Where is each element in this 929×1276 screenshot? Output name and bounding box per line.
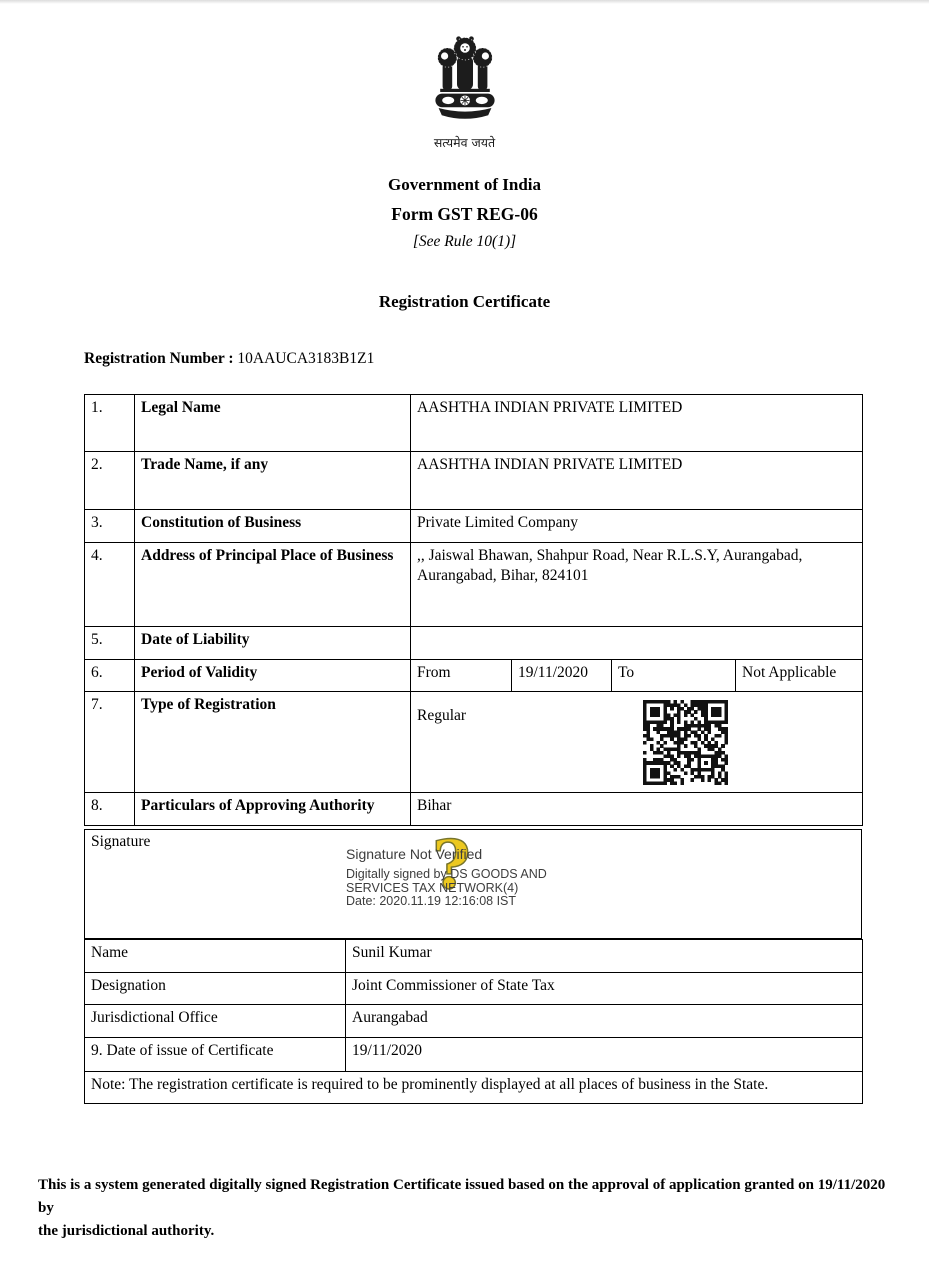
table-row-type-of-registration bbox=[85, 692, 863, 793]
registration-number-value: 10AAUCA3183B1Z1 bbox=[237, 350, 375, 367]
stamp-line: Date: 2020.11.19 12:16:08 IST bbox=[346, 894, 517, 908]
row-label: Trade Name, if any bbox=[135, 452, 411, 510]
row-value bbox=[411, 627, 863, 660]
footer-line: the jurisdictional authority. bbox=[38, 1223, 215, 1239]
row-label: Legal Name bbox=[135, 395, 411, 452]
table-row bbox=[85, 940, 863, 973]
form-title: Form GST REG-06 bbox=[391, 204, 538, 224]
registration-number-line bbox=[84, 350, 929, 368]
registration-type-value: Regular bbox=[417, 707, 467, 724]
row-value: Private Limited Company bbox=[411, 510, 863, 543]
row-value: ,, Jaiswal Bhawan, Shahpur Road, Near R.L.S.Y, Aurangabad, Aurangabad, Bihar, 824101 bbox=[411, 543, 863, 627]
stamp-line: Signature Not Verified bbox=[346, 846, 483, 862]
row-number: 1. bbox=[85, 395, 135, 452]
row-label: Period of Validity bbox=[135, 660, 411, 692]
qr-code bbox=[643, 700, 728, 785]
row-label: Type of Registration bbox=[135, 692, 411, 793]
table-row bbox=[85, 627, 863, 660]
rule-reference: [See Rule 10(1)] bbox=[412, 233, 517, 250]
row-number: 8. bbox=[85, 793, 135, 826]
header-emblem bbox=[0, 4, 929, 151]
row-label: Address of Principal Place of Business bbox=[135, 543, 411, 627]
row-value: AASHTHA INDIAN PRIVATE LIMITED bbox=[411, 395, 863, 452]
row-value bbox=[411, 692, 863, 793]
footer-statement bbox=[38, 1174, 891, 1243]
table-row bbox=[85, 395, 863, 452]
signature-question-mark-icon: ? bbox=[432, 826, 471, 904]
stamp-line: Digitally signed by DS GOODS AND bbox=[346, 867, 547, 881]
row-label: Designation bbox=[85, 973, 346, 1005]
validity-from-label: From bbox=[411, 660, 512, 692]
approving-officer-table bbox=[84, 939, 863, 1104]
row-label: Date of Liability bbox=[135, 627, 411, 660]
table-row bbox=[85, 973, 863, 1005]
emblem-of-india-icon bbox=[425, 32, 505, 128]
row-value: Joint Commissioner of State Tax bbox=[346, 973, 863, 1005]
table-row bbox=[85, 1005, 863, 1038]
emblem-motto: सत्यमेव जयते bbox=[433, 135, 496, 150]
row-label: Name bbox=[85, 940, 346, 973]
validity-to-value: Not Applicable bbox=[736, 660, 863, 692]
row-value: Bihar bbox=[411, 793, 863, 826]
table-row-period-of-validity bbox=[85, 660, 863, 692]
registration-number-label: Registration Number : bbox=[84, 350, 234, 367]
row-label: Jurisdictional Office bbox=[85, 1005, 346, 1038]
row-number: 5. bbox=[85, 627, 135, 660]
table-row-note bbox=[85, 1072, 863, 1104]
footer-line: This is a system generated digitally signed Registration Certificate issued based on the approval of application granted on 19/11/2020 by bbox=[38, 1177, 886, 1216]
table-row bbox=[85, 452, 863, 510]
note-text: Note: The registration certificate is required to be prominently displayed at all places of business in the State. bbox=[85, 1072, 863, 1104]
row-number: 6. bbox=[85, 660, 135, 692]
row-number: 3. bbox=[85, 510, 135, 543]
stamp-line: SERVICES TAX NETWORK(4) bbox=[346, 880, 519, 895]
signature-label: Signature bbox=[91, 833, 151, 850]
certificate-title: Registration Certificate bbox=[378, 292, 551, 311]
table-row bbox=[85, 1038, 863, 1072]
row-number: 4. bbox=[85, 543, 135, 627]
row-label: Constitution of Business bbox=[135, 510, 411, 543]
government-title: Government of India bbox=[388, 175, 541, 194]
signature-section bbox=[84, 826, 862, 939]
validity-to-label: To bbox=[612, 660, 736, 692]
table-row bbox=[85, 543, 863, 627]
table-row bbox=[85, 510, 863, 543]
row-value: AASHTHA INDIAN PRIVATE LIMITED bbox=[411, 452, 863, 510]
row-value: Sunil Kumar bbox=[346, 940, 863, 973]
row-value: 19/11/2020 bbox=[346, 1038, 863, 1072]
registration-details-table bbox=[84, 394, 863, 826]
digital-signature-stamp bbox=[346, 826, 547, 909]
row-number: 2. bbox=[85, 452, 135, 510]
table-row bbox=[85, 793, 863, 826]
row-label: 9. Date of issue of Certificate bbox=[85, 1038, 346, 1072]
validity-from-value: 19/11/2020 bbox=[512, 660, 612, 692]
row-number: 7. bbox=[85, 692, 135, 793]
row-label: Particulars of Approving Authority bbox=[135, 793, 411, 826]
row-value: Aurangabad bbox=[346, 1005, 863, 1038]
